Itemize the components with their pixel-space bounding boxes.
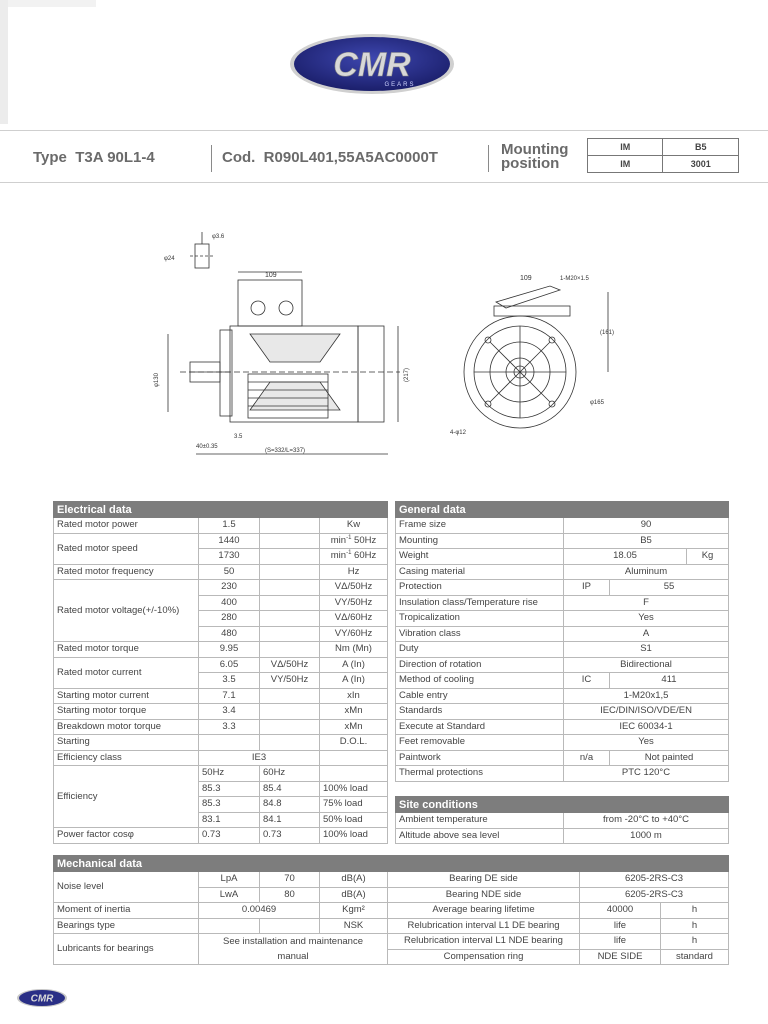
- lubricants-note: [199, 934, 388, 965]
- row-label: Rated motor frequency: [54, 564, 199, 580]
- dim-label: (S=332/L=337): [265, 448, 306, 454]
- header-bottom-line: [0, 182, 768, 183]
- cell-value: Yes: [564, 611, 729, 627]
- cell-unit: h: [661, 903, 729, 919]
- cell-unit: dB(A): [320, 872, 388, 888]
- cell-unit: xMn: [320, 719, 388, 735]
- row-label: Feet removable: [396, 735, 564, 751]
- cell-unit: Kgm²: [320, 903, 388, 919]
- mounting-line1: Mounting: [501, 141, 569, 158]
- header-separator: [211, 145, 212, 172]
- cell-unit: Nm (Mn): [320, 642, 388, 658]
- mounting-cell: 3001: [663, 156, 739, 173]
- cell-value: 1730: [199, 549, 260, 565]
- note-line: See installation and maintenance: [223, 936, 363, 947]
- row-label: Duty: [396, 642, 564, 658]
- row-label: Protection: [396, 580, 564, 596]
- general-data-table: [395, 501, 729, 782]
- dim-label: φ165: [590, 400, 604, 406]
- cell-value: F: [564, 595, 729, 611]
- cell-value: 1440: [199, 533, 260, 549]
- cell-unit: h: [661, 918, 729, 934]
- cell-prefix: IC: [564, 673, 610, 689]
- cell-value: 80: [260, 887, 320, 903]
- row-label: Bearing NDE side: [388, 887, 580, 903]
- dim-label: φ24: [164, 256, 175, 262]
- dim-label: φ3.6: [212, 234, 225, 240]
- cell-prefix: IP: [564, 580, 610, 596]
- cell-value: 85.4: [260, 781, 320, 797]
- cell-unit: Hz: [320, 564, 388, 580]
- mounting-line2: position: [501, 155, 560, 172]
- cell-value: 1000 m: [564, 828, 729, 844]
- row-label: Starting motor torque: [54, 704, 199, 720]
- header-separator: [488, 145, 489, 172]
- cell-value: IEC/DIN/ISO/VDE/EN: [564, 704, 729, 720]
- cell-prefix: n/a: [564, 750, 610, 766]
- cell-value: IE3: [199, 750, 320, 766]
- cell-value: Bidirectional: [564, 657, 729, 673]
- row-label: Paintwork: [396, 750, 564, 766]
- cell-value: 280: [199, 611, 260, 627]
- cell-unit: h: [661, 934, 729, 950]
- cell-unit: VY/50Hz: [320, 595, 388, 611]
- cell-load: 100% load: [320, 781, 388, 797]
- cell-unit: $\min^{-1} 50Hz$: [320, 533, 388, 549]
- cell-unit: Kw: [320, 518, 388, 534]
- cell-key: LwA: [199, 887, 260, 903]
- row-label: Efficiency class: [54, 750, 199, 766]
- cell-value: 9.95: [199, 642, 260, 658]
- row-label: Noise level: [54, 872, 199, 903]
- cell-value: from -20°C to +40°C: [564, 813, 729, 829]
- row-label: Relubrication interval L1 DE bearing: [388, 918, 580, 934]
- row-label: Efficiency: [54, 766, 199, 828]
- cell-unit: xMn: [320, 704, 388, 720]
- cell-value: A: [564, 626, 729, 642]
- cell-value: 83.1: [199, 812, 260, 828]
- cell-value: 3.3: [199, 719, 260, 735]
- cmr-logo: [288, 32, 456, 96]
- cell-unit: A (In): [320, 673, 388, 689]
- cell-unit: D.O.L.: [320, 735, 388, 751]
- row-label: Rated motor voltage(+/-10%): [54, 580, 199, 642]
- row-label: Ambient temperature: [396, 813, 564, 829]
- cell-key: LpA: [199, 872, 260, 888]
- dim-label: 1-M20×1.5: [560, 276, 589, 282]
- note-line: manual: [277, 951, 309, 962]
- cell-value: 1.5: [199, 518, 260, 534]
- cell-value: 3.5: [199, 673, 260, 689]
- row-label: Tropicalization: [396, 611, 564, 627]
- cell-value: 230: [199, 580, 260, 596]
- cell-value: 3.4: [199, 704, 260, 720]
- row-label: Mounting: [396, 533, 564, 549]
- cell-value: 50: [199, 564, 260, 580]
- row-label: Rated motor power: [54, 518, 199, 534]
- electrical-data-table: [53, 501, 388, 844]
- cell-value: 480: [199, 626, 260, 642]
- row-label: Frame size: [396, 518, 564, 534]
- cell-load: 50% load: [320, 812, 388, 828]
- type-field: [33, 149, 155, 166]
- row-label: Bearing DE side: [388, 872, 580, 888]
- cell-value: S1: [564, 642, 729, 658]
- row-label: Altitude above sea level: [396, 828, 564, 844]
- logo-text: CMR: [333, 46, 411, 84]
- page-corner-decoration: [0, 0, 8, 124]
- cell-value: 40000: [580, 903, 661, 919]
- cell-unit: standard: [661, 949, 729, 965]
- cell-unit: VΔ/60Hz: [320, 611, 388, 627]
- cell-value: 1-M20x1,5: [564, 688, 729, 704]
- cod-value: R090L401,55A5AC0000T: [263, 149, 438, 166]
- row-label: Rated motor torque: [54, 642, 199, 658]
- cell-value: 7.1: [199, 688, 260, 704]
- mounting-table: [587, 138, 739, 173]
- row-label: Average bearing lifetime: [388, 903, 580, 919]
- motor-end-view: [450, 275, 614, 436]
- row-label: Standards: [396, 704, 564, 720]
- header-top-line: [0, 130, 768, 131]
- dim-label: (217): [404, 367, 410, 382]
- cell-value: 18.05: [564, 549, 687, 565]
- cell-value: 85.3: [199, 781, 260, 797]
- cell-value: 90: [564, 518, 729, 534]
- row-label: Weight: [396, 549, 564, 565]
- row-label: Compensation ring: [388, 949, 580, 965]
- cell-connection: VY/50Hz: [260, 673, 320, 689]
- cell-value: 6.05: [199, 657, 260, 673]
- cell-value: 0.00469: [199, 903, 320, 919]
- mechanical-data-table: [53, 855, 729, 965]
- cell-value: Not painted: [610, 750, 729, 766]
- cell-unit: VY/60Hz: [320, 626, 388, 642]
- cell-value: Yes: [564, 735, 729, 751]
- cell-value: 6205-2RS-C3: [580, 872, 729, 888]
- dim-label: 3.5: [234, 434, 243, 440]
- electrical-title: Electrical data: [54, 502, 388, 518]
- cell-value: 0.73: [260, 828, 320, 844]
- row-label: Insulation class/Temperature rise: [396, 595, 564, 611]
- dim-label: 109: [265, 272, 277, 279]
- page-corner-decoration: [8, 0, 96, 7]
- row-label: Rated motor current: [54, 657, 199, 688]
- cell-load: 75% load: [320, 797, 388, 813]
- row-label: Rated motor speed: [54, 533, 199, 564]
- row-label: Power factor cosφ: [54, 828, 199, 844]
- mounting-cell: B5: [663, 139, 739, 156]
- motor-technical-drawing: [150, 222, 620, 467]
- cell-value: B5: [564, 533, 729, 549]
- cell-value: 84.1: [260, 812, 320, 828]
- dim-label: 109: [520, 275, 532, 282]
- cell-unit: xIn: [320, 688, 388, 704]
- motor-side-view: [154, 272, 410, 454]
- row-label: Relubrication interval L1 NDE bearing: [388, 934, 580, 950]
- cell-value: 70: [260, 872, 320, 888]
- cell-value: 85.3: [199, 797, 260, 813]
- general-title: General data: [396, 502, 729, 518]
- row-label: Vibration class: [396, 626, 564, 642]
- row-label: Moment of inertia: [54, 903, 199, 919]
- cell-unit: VΔ/50Hz: [320, 580, 388, 596]
- shaft-detail: [164, 232, 225, 268]
- cell-unit: Kg: [687, 549, 729, 565]
- logo-subtext: GEARS: [384, 82, 416, 88]
- row-label: Cable entry: [396, 688, 564, 704]
- type-value: T3A 90L1-4: [75, 149, 155, 166]
- cell-header: 50Hz: [199, 766, 260, 782]
- dim-label: φ130: [154, 373, 160, 387]
- footer-cmr-logo: [16, 988, 68, 1008]
- footer-logo-text: CMR: [30, 993, 54, 1005]
- cell-unit: NSK: [320, 918, 388, 934]
- cell-header: 60Hz: [260, 766, 320, 782]
- dim-label: 40±0.35: [196, 444, 218, 450]
- row-label: Direction of rotation: [396, 657, 564, 673]
- dim-label: 4-φ12: [450, 430, 466, 436]
- row-label: Starting: [54, 735, 199, 751]
- site-title: Site conditions: [396, 797, 729, 813]
- cell-value: 84.8: [260, 797, 320, 813]
- row-label: Bearings type: [54, 918, 199, 934]
- row-label: Method of cooling: [396, 673, 564, 689]
- cell-value: IEC 60034-1: [564, 719, 729, 735]
- cell-unit: A (In): [320, 657, 388, 673]
- cell-value: 400: [199, 595, 260, 611]
- cell-unit: $\min^{-1} 60Hz$: [320, 549, 388, 565]
- cell-value: life: [580, 918, 661, 934]
- row-label: Thermal protections: [396, 766, 564, 782]
- mounting-cell: IM: [588, 156, 663, 173]
- cod-field: [222, 149, 438, 166]
- cell-value: 411: [610, 673, 729, 689]
- row-label: Starting motor current: [54, 688, 199, 704]
- cell-value: life: [580, 934, 661, 950]
- cell-value: 55: [610, 580, 729, 596]
- cell-value: Aluminum: [564, 564, 729, 580]
- cell-unit: dB(A): [320, 887, 388, 903]
- row-label: Breakdown motor torque: [54, 719, 199, 735]
- cell-value: 6205-2RS-C3: [580, 887, 729, 903]
- row-label: Lubricants for bearings: [54, 934, 199, 965]
- row-label: Execute at Standard: [396, 719, 564, 735]
- cod-label: Cod.: [222, 149, 256, 166]
- dim-label: (161): [600, 330, 615, 336]
- row-label: Casing material: [396, 564, 564, 580]
- cell-value: PTC 120°C: [564, 766, 729, 782]
- mounting-cell: IM: [588, 139, 663, 156]
- site-conditions-table: [395, 796, 729, 844]
- mechanical-title: Mechanical data: [54, 856, 729, 872]
- cell-connection: VΔ/50Hz: [260, 657, 320, 673]
- cell-value: NDE SIDE: [580, 949, 661, 965]
- cell-value: 0.73: [199, 828, 260, 844]
- cell-load: 100% load: [320, 828, 388, 844]
- mounting-position-label: [501, 143, 568, 171]
- type-label: Type: [33, 149, 67, 166]
